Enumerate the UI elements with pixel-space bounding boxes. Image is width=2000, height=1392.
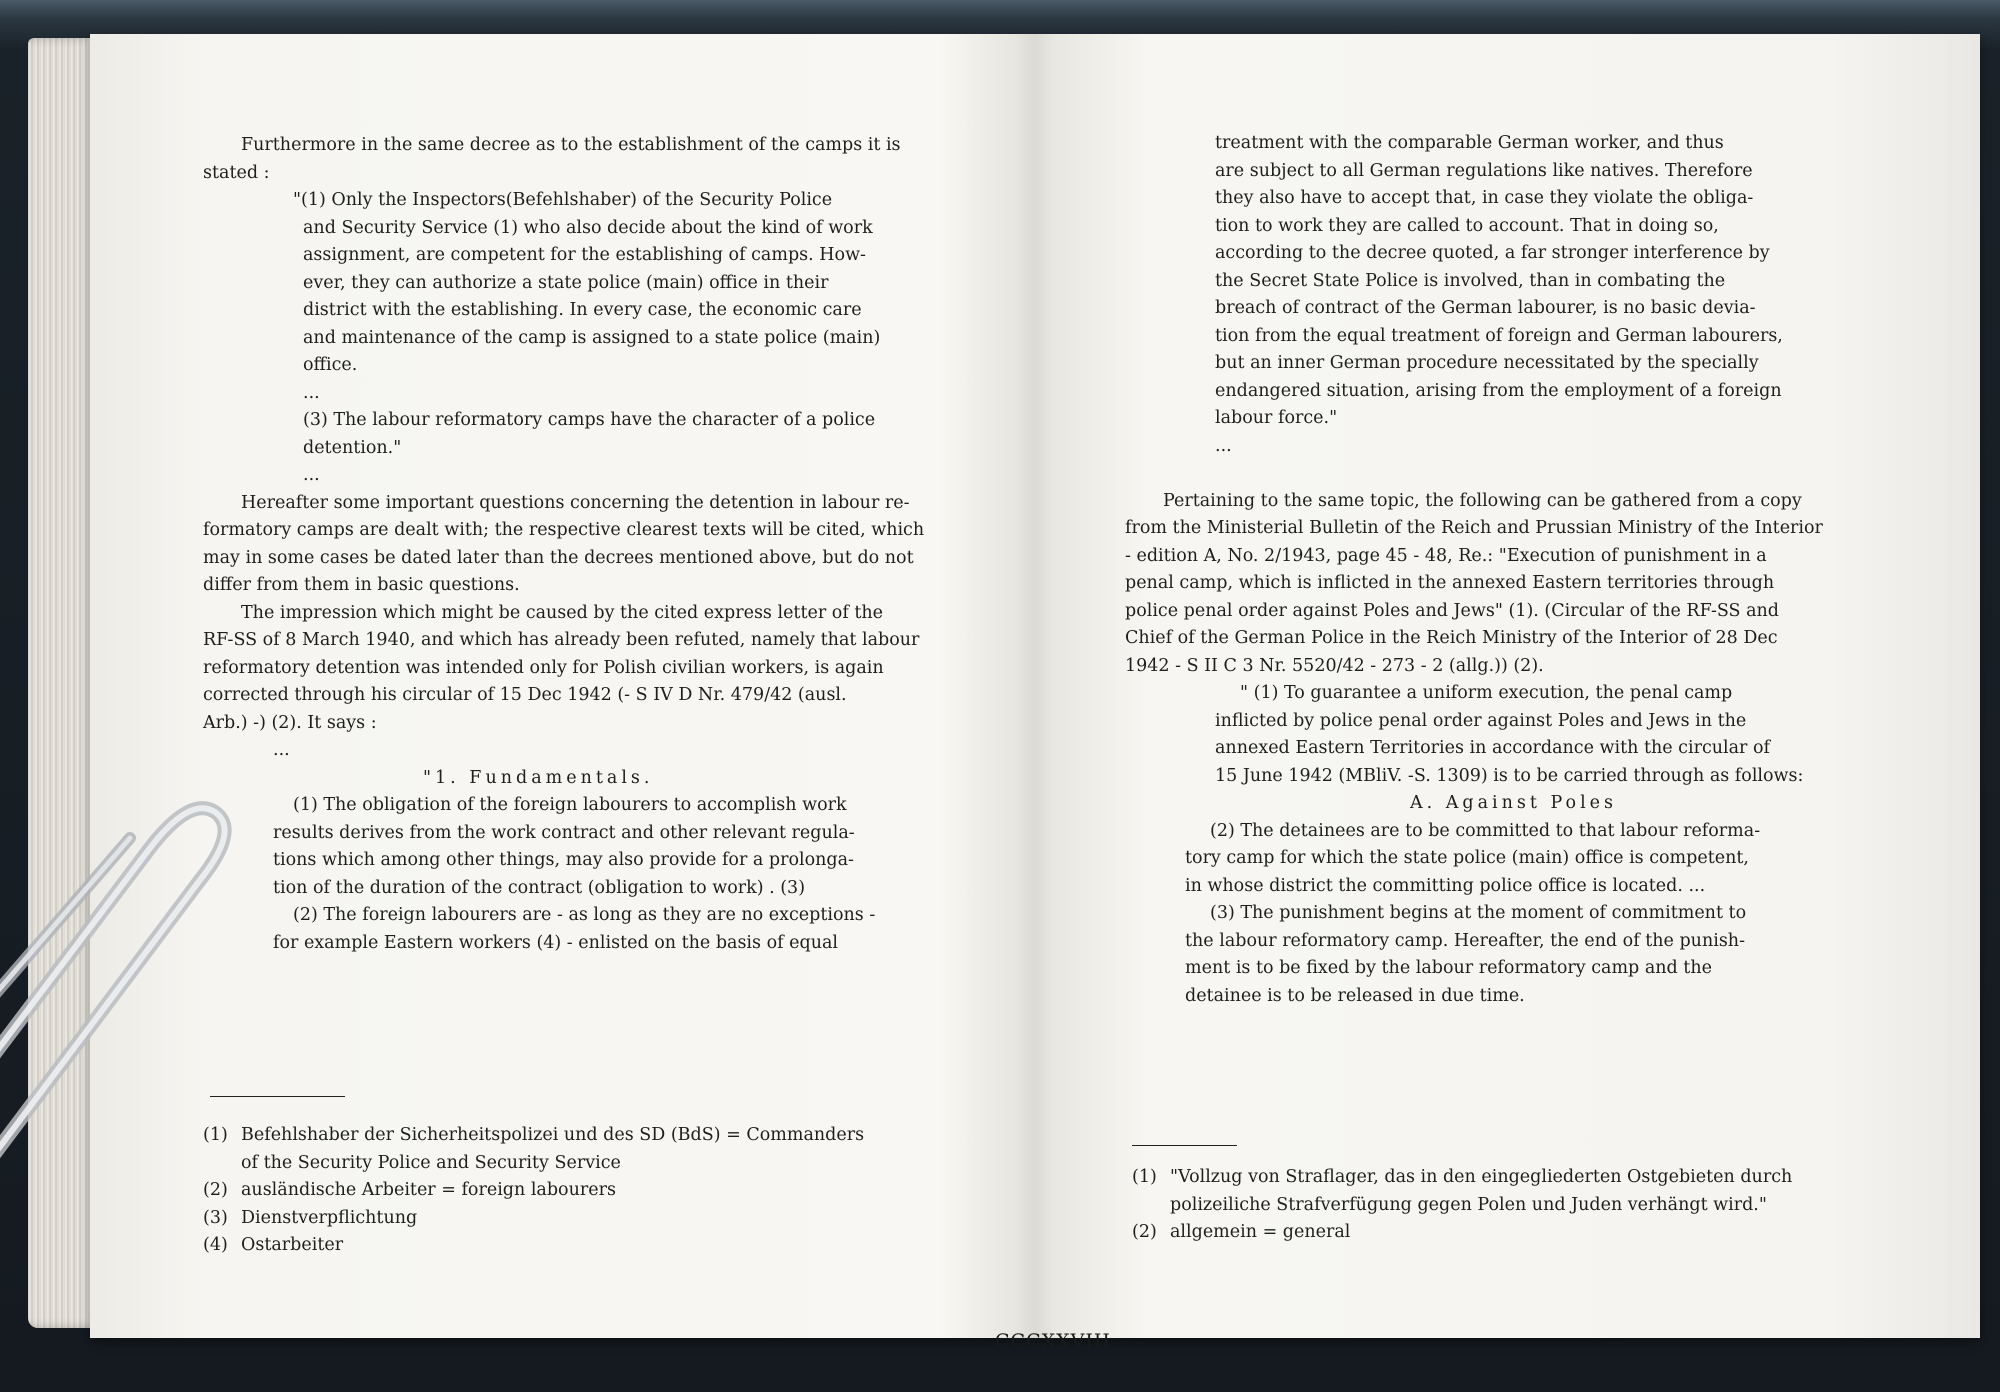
footnote-item (1132, 1219, 1792, 1247)
text-line: (3) The punishment begins at the moment of commitment to (1210, 903, 1747, 923)
text-line: treatment with the comparable German worker, and thus (1215, 133, 1724, 153)
footnote-number: (4) (203, 1235, 228, 1255)
left-footnote-rule (210, 1096, 345, 1097)
footnote-item (203, 1122, 864, 1150)
text-line: " (1) To guarantee a uniform execution, the penal camp (1240, 683, 1733, 703)
text-line: (1) The obligation of the foreign labourers to accomplish work (293, 795, 847, 815)
footnote-item (203, 1150, 864, 1178)
text-line: detainee is to be released in due time. (1185, 985, 1525, 1006)
text-line: The impression which might be caused by the cited express letter of the (241, 602, 884, 623)
footnote-item (1132, 1192, 1792, 1220)
text-line: police penal order against Poles and Jews" (1). (Circular of the RF-SS and (1125, 600, 1779, 621)
left-page-footnotes (203, 1122, 864, 1260)
footnote-number: (1) (203, 1125, 228, 1145)
text-line: labour force." (1215, 408, 1338, 428)
text-line: office. (303, 355, 358, 375)
text-line: ... (303, 382, 320, 403)
text-line: Hereafter some important questions concerning the detention in labour re- (241, 492, 910, 513)
text-line: "(1) Only the Inspectors(Befehlshaber) of the Security Police (293, 190, 833, 210)
footnote-number: (2) (1132, 1222, 1157, 1242)
text-line: may in some cases be dated later than the decrees mentioned above, but do not (203, 547, 914, 568)
text-line: tion from the equal treatment of foreign and German labourers, (1215, 325, 1783, 346)
text-line: in whose district the committing police office is located. ... (1185, 875, 1706, 896)
text-line: formatory camps are dealt with; the respective clearest texts will be cited, which (203, 520, 925, 540)
text-line: district with the establishing. In every case, the economic care (303, 300, 862, 320)
text-line: are subject to all German regulations like natives. Therefore (1215, 160, 1753, 181)
text-line: (2) The foreign labourers are - as long as they are no exceptions - (293, 905, 876, 925)
right-page-footnotes (1132, 1164, 1792, 1247)
text-line: reformatory detention was intended only for Polish civilian workers, is again (203, 657, 884, 678)
footnote-text: ausländische Arbeiter = foreign labourers (241, 1180, 616, 1200)
text-line: (2) The detainees are to be committed to that labour reforma- (1210, 820, 1761, 841)
text-line: endangered situation, arising from the employment of a foreign (1215, 380, 1782, 401)
text-line: detention." (303, 437, 402, 458)
right-page-body (1125, 130, 1970, 1010)
footnote-text: Dienstverpflichtung (241, 1207, 418, 1228)
text-line: RF-SS of 8 March 1940, and which has already been refuted, namely that labour (203, 630, 920, 650)
text-line: tion to work they are called to account. That in doing so, (1215, 215, 1719, 236)
text-line: differ from them in basic questions. (203, 575, 520, 595)
text-line: tion of the duration of the contract (obligation to work) . (3) (273, 877, 806, 898)
text-line: ment is to be fixed by the labour reformatory camp and the (1185, 958, 1712, 978)
text-line: and maintenance of the camp is assigned to a state police (main) (303, 327, 881, 348)
text-line: assignment, are competent for the establishing of camps. How- (303, 245, 866, 265)
text-line: Pertaining to the same topic, the following can be gathered from a copy (1163, 490, 1802, 511)
text-line: stated : (203, 162, 270, 183)
text-line: the Secret State Police is involved, than in combating the (1215, 270, 1726, 291)
text-line: A. Against Poles (1410, 793, 1618, 813)
text-line: 1942 - S II C 3 Nr. 5520/42 - 273 - 2 (allg.)) (2). (1125, 655, 1544, 676)
text-line: corrected through his circular of 15 Dec 1942 (- S IV D Nr. 479/42 (ausl. (203, 685, 847, 705)
footnote-text: of the Security Police and Security Service (241, 1152, 621, 1173)
right-footnote-rule (1132, 1145, 1237, 1146)
footnote-text: "Vollzug von Straflager, das in den eingegliederten Ostgebieten durch (1170, 1167, 1793, 1187)
text-line: ... (273, 740, 290, 760)
book-spread (90, 34, 1980, 1352)
footnote-item (203, 1177, 864, 1205)
text-line: from the Ministerial Bulletin of the Reich and Prussian Ministry of the Interior (1125, 518, 1823, 538)
footnote-item (1132, 1164, 1792, 1192)
text-line: breach of contract of the German labourer, is no basic devia- (1215, 298, 1756, 318)
footnote-number: (2) (203, 1180, 228, 1200)
footnote-text: polizeiliche Strafverfügung gegen Polen und Juden verhängt wird." (1170, 1194, 1767, 1215)
text-line: tions which among other things, may also provide for a prolonga- (273, 850, 854, 870)
footnote-item (203, 1205, 864, 1233)
text-line (1125, 460, 1970, 488)
text-line: inflicted by police penal order against Poles and Jews in the (1215, 710, 1747, 731)
text-line: the labour reformatory camp. Hereafter, the end of the punish- (1185, 930, 1745, 951)
footnote-number: (3) (203, 1207, 228, 1228)
footnote-number: (1) (1132, 1167, 1157, 1187)
text-line: 15 June 1942 (MBliV. -S. 1309) is to be carried through as follows: (1215, 765, 1804, 786)
text-line: tory camp for which the state police (main) office is competent, (1185, 848, 1749, 868)
footnote-item (203, 1232, 864, 1260)
text-line: Chief of the German Police in the Reich Ministry of the Interior of 28 Dec (1125, 628, 1778, 648)
text-line: for example Eastern workers (4) - enlisted on the basis of equal (273, 932, 839, 953)
text-line: they also have to accept that, in case they violate the obliga- (1215, 188, 1754, 208)
text-line: ever, they can authorize a state police (main) office in their (303, 272, 829, 293)
text-line: Arb.) -) (2). It says : (203, 712, 377, 733)
text-line: - edition A, No. 2/1943, page 45 - 48, Re.: "Execution of punishment in a (1125, 545, 1767, 566)
text-line: penal camp, which is inflicted in the annexed Eastern territories through (1125, 573, 1775, 593)
left-page-body (203, 132, 1023, 957)
text-line: results derives from the work contract and other relevant regula- (273, 822, 855, 843)
text-line: ... (303, 465, 320, 485)
footnote-text: allgemein = general (1170, 1222, 1351, 1242)
page-number: CCCXXVIII (995, 1330, 1111, 1352)
text-line: annexed Eastern Territories in accordance with the circular of (1215, 738, 1770, 758)
text-line: (3) The labour reformatory camps have the character of a police (303, 410, 876, 430)
text-line: but an inner German procedure necessitated by the specially (1215, 353, 1759, 373)
text-line: "1. Fundamentals. (423, 767, 654, 788)
footnote-text: Ostarbeiter (241, 1235, 344, 1255)
footnote-text: Befehlshaber der Sicherheitspolizei und des SD (BdS) = Commanders (241, 1125, 865, 1145)
text-line: according to the decree quoted, a far stronger interference by (1215, 243, 1770, 263)
text-line: and Security Service (1) who also decide about the kind of work (303, 217, 873, 238)
text-line: Furthermore in the same decree as to the establishment of the camps it is (241, 135, 901, 155)
text-line: ... (1215, 435, 1232, 456)
